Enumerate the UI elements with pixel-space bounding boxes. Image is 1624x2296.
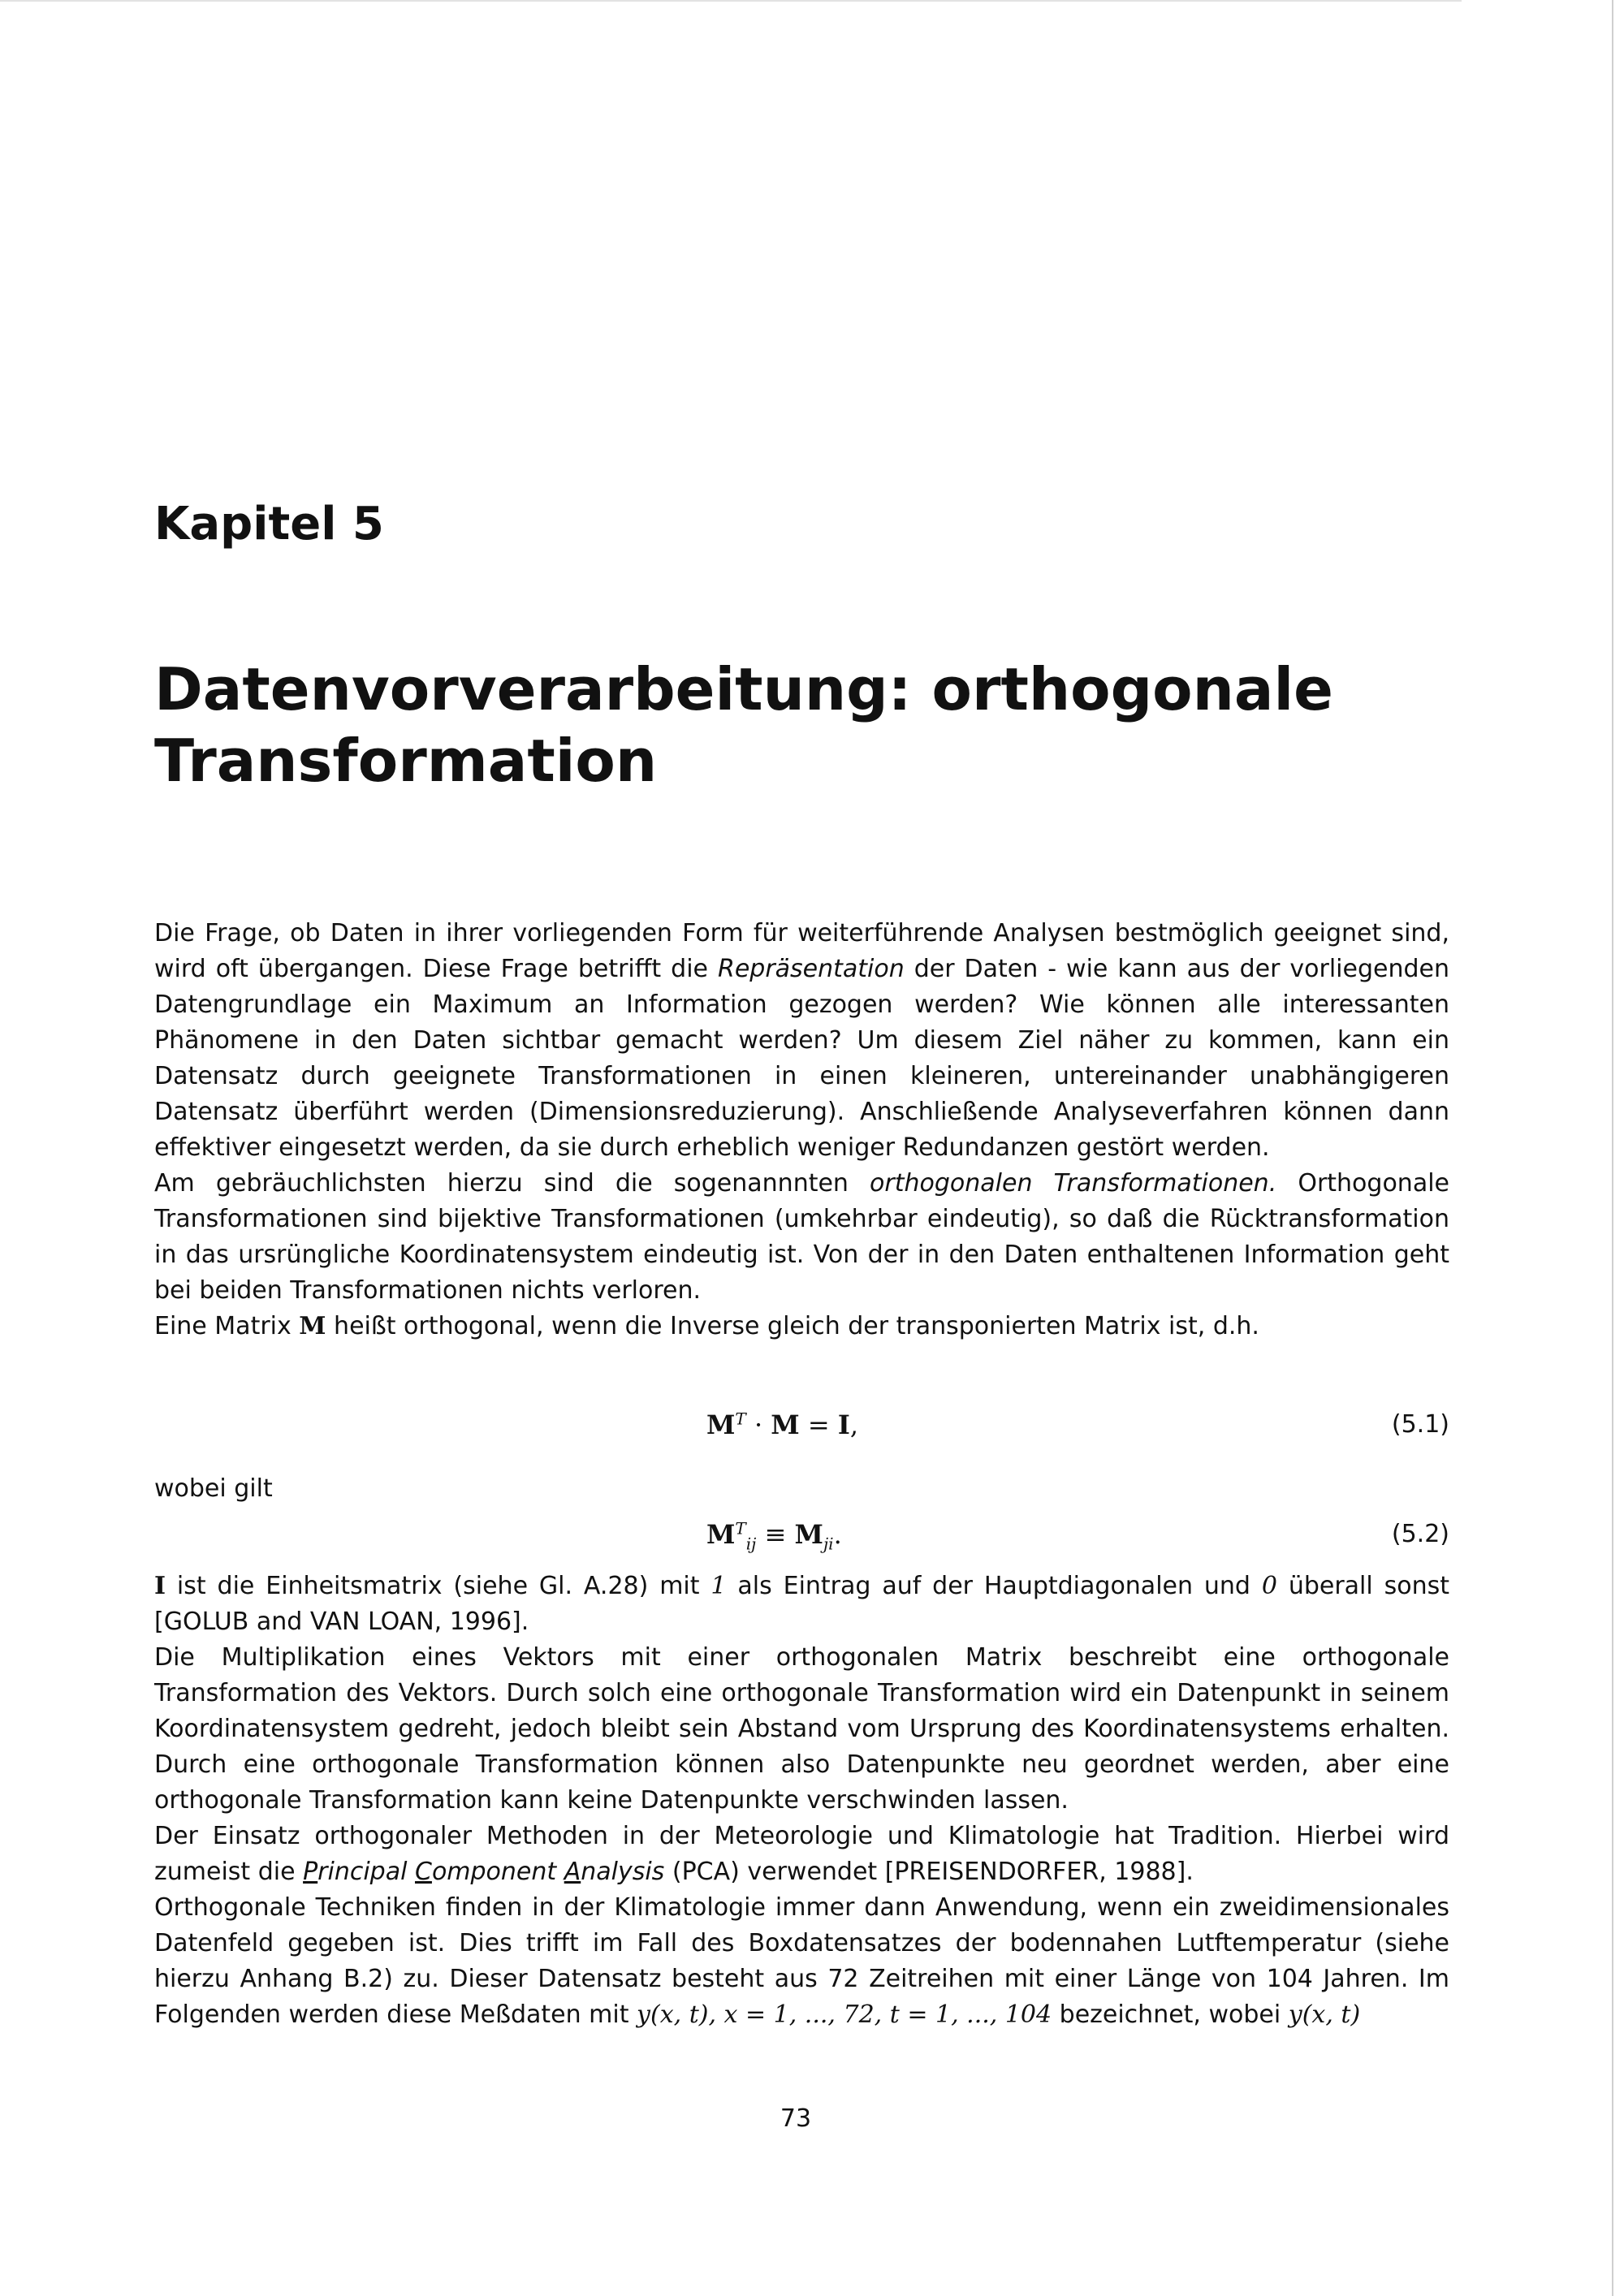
paragraph-5: Die Multiplikation eines Vektors mit einer orthogonalen Matrix beschreibt eine orthogonale Transformation des Vektors. Durch solch eine orthogonale Transformation wird ein Datenpunkt in seinem Koordinatensystem gedreht, jedoch bleibt sein Abstand vom Ursprung des Koordinatensystems erhalten. Durch eine orthogonale Transformation können also Datenpunkte neu geordnet werden, aber eine orthogonale Transformation kann keine Datenpunkte verschwinden lassen. [154,1643,1449,1815]
paragraph-4-text-a: ist die Einheitsmatrix (siehe Gl. A.28) mit [166,1572,711,1600]
paragraph-2-emphasis: orthogonalen Transformationen. [870,1169,1277,1198]
chapter-title-line-2: Transformation [154,727,658,795]
equation-5-2-number: (5.2) [1391,1520,1449,1548]
eq1-rhs2: I [837,1409,850,1440]
paragraph-2-text-a: Am gebräuchlichsten hierzu sind die sogenannnten [154,1169,870,1198]
paragraph-7-math-b: y(x, t) [1288,2000,1361,2029]
body-block-main [154,1569,1449,2033]
equation-5-2 [154,1514,1449,1555]
eq1-tail: , [849,1409,858,1440]
eq1-eq: = [799,1409,838,1440]
paragraph-1-text-b: der Daten - wie kann aus der vorliegenden Datengrundlage ein Maximum an Information gezogen werden? Wie können alle interessanten Phänomene in den Daten sichtbar gemacht werden? Um diesem Ziel näher zu kommen, kann ein Datensatz durch geeignete Transformationen in einen kleineren, untereinander unabhängigeren Datensatz überführt werden (Dimensionsreduzierung). Anschließende Analyseverfahren können dann effektiver eingesetzt werden, da sie durch erheblich weniger Redundanzen gestört werden. [154,955,1449,1162]
eq2-tail: . [833,1519,842,1550]
paragraph-4 [154,1569,1449,1640]
identity-symbol: I [154,1572,166,1600]
where-text: wobei gilt [154,1474,273,1503]
pca-a: A [564,1858,581,1886]
pca-term [303,1858,664,1886]
equation-5-1-formula [706,1405,858,1445]
eq2-rhs-sub: ji [823,1534,834,1554]
paragraph-1-text-a: Die Frage, ob Daten in ihrer vorliegenden Form für weiterführende Analysen bestmöglich geeignet sind, wird oft übergangen. Diese Frage betrifft die [154,919,1449,983]
paragraph-7 [154,1890,1449,2033]
paragraph-3-text-a: Eine Matrix [154,1312,300,1340]
paragraph-1 [154,916,1449,1166]
paragraph-4-zero: 0 [1261,1572,1277,1600]
eq1-sup: T [735,1409,746,1429]
chapter-title [154,654,1453,796]
eq2-op: ≡ [756,1519,795,1550]
paragraph-4-one: 1 [710,1572,727,1600]
chapter-label: Kapitel 5 [154,498,384,550]
paragraph-3 [154,1309,1449,1344]
paragraph-7-text-a: Orthogonale Techniken finden in der Klimatologie immer dann Anwendung, wenn ein zweidimensionales Datenfeld gegeben ist. Dies trifft im Fall des Boxdatensatzes der bodennahen Lutftemperatur (siehe hierzu Anhang B.2) zu. Dieser Datensatz besteht aus 72 Zeitreihen mit einer Länge von 104 Jahren. Im Folgenden werden diese Meßdaten mit [154,1893,1449,2029]
matrix-symbol: M [299,1312,326,1340]
pca-p-rest: rincipal [317,1858,415,1886]
paragraph-7-math-a: y(x, t), x = 1, ..., 72, t = 1, ..., 104 [637,2000,1052,2029]
paragraph-2 [154,1166,1449,1309]
equation-5-1 [154,1405,1449,1445]
paragraph-6-text-b: (PCA) verwendet [PREISENDORFER, 1988]. [664,1858,1194,1886]
pca-c-rest: omponent [431,1858,564,1886]
eq1-lhs: M [706,1409,736,1440]
pca-a-rest: nalysis [581,1858,665,1886]
paragraph-6-text-a: Der Einsatz orthogonaler Methoden in der Meteorologie und Klimatologie hat Tradition. Hierbei wird zumeist die [154,1822,1449,1886]
eq1-op: · [745,1409,771,1440]
paragraph-3-text-b: heißt orthogonal, wenn die Inverse gleich der transponierten Matrix ist, d.h. [326,1312,1259,1340]
equation-5-1-number: (5.1) [1391,1410,1449,1439]
pca-p: P [303,1858,318,1886]
paragraph-2-text-b: Orthogonale Transformationen sind bijektive Transformationen (umkehrbar eindeutig), so daß die Rücktransformation in das ursrüngliche Koordinatensystem eindeutig ist. Von der in den Daten enthaltenen Information geht bei beiden Transformationen nichts verloren. [154,1169,1449,1305]
eq2-sup: T [735,1518,746,1539]
paragraph-7-text-b: bezeichnet, wobei [1052,2000,1289,2029]
equation-5-2-formula [706,1514,842,1555]
page-number: 73 [780,2104,812,2133]
body-block-intro [154,916,1449,1344]
paragraph-6 [154,1819,1449,1890]
paragraph-4-text-c: überall sonst [GOLUB and VAN LOAN, 1996]. [154,1572,1449,1636]
pca-c: C [414,1858,432,1886]
eq2-lhs: M [706,1519,736,1550]
eq2-sub: ij [745,1534,757,1554]
scan-edge-top [0,0,1462,2]
chapter-title-line-1: Datenvorverarbeitung: orthogonale [154,655,1333,723]
eq2-rhs: M [794,1519,823,1550]
scan-edge-right [1612,0,1613,2296]
paragraph-1-emphasis: Repräsentation [717,955,905,983]
paragraph-4-text-b: als Eintrag auf der Hauptdiagonalen und [726,1572,1262,1600]
eq1-rhs1: M [771,1409,800,1440]
